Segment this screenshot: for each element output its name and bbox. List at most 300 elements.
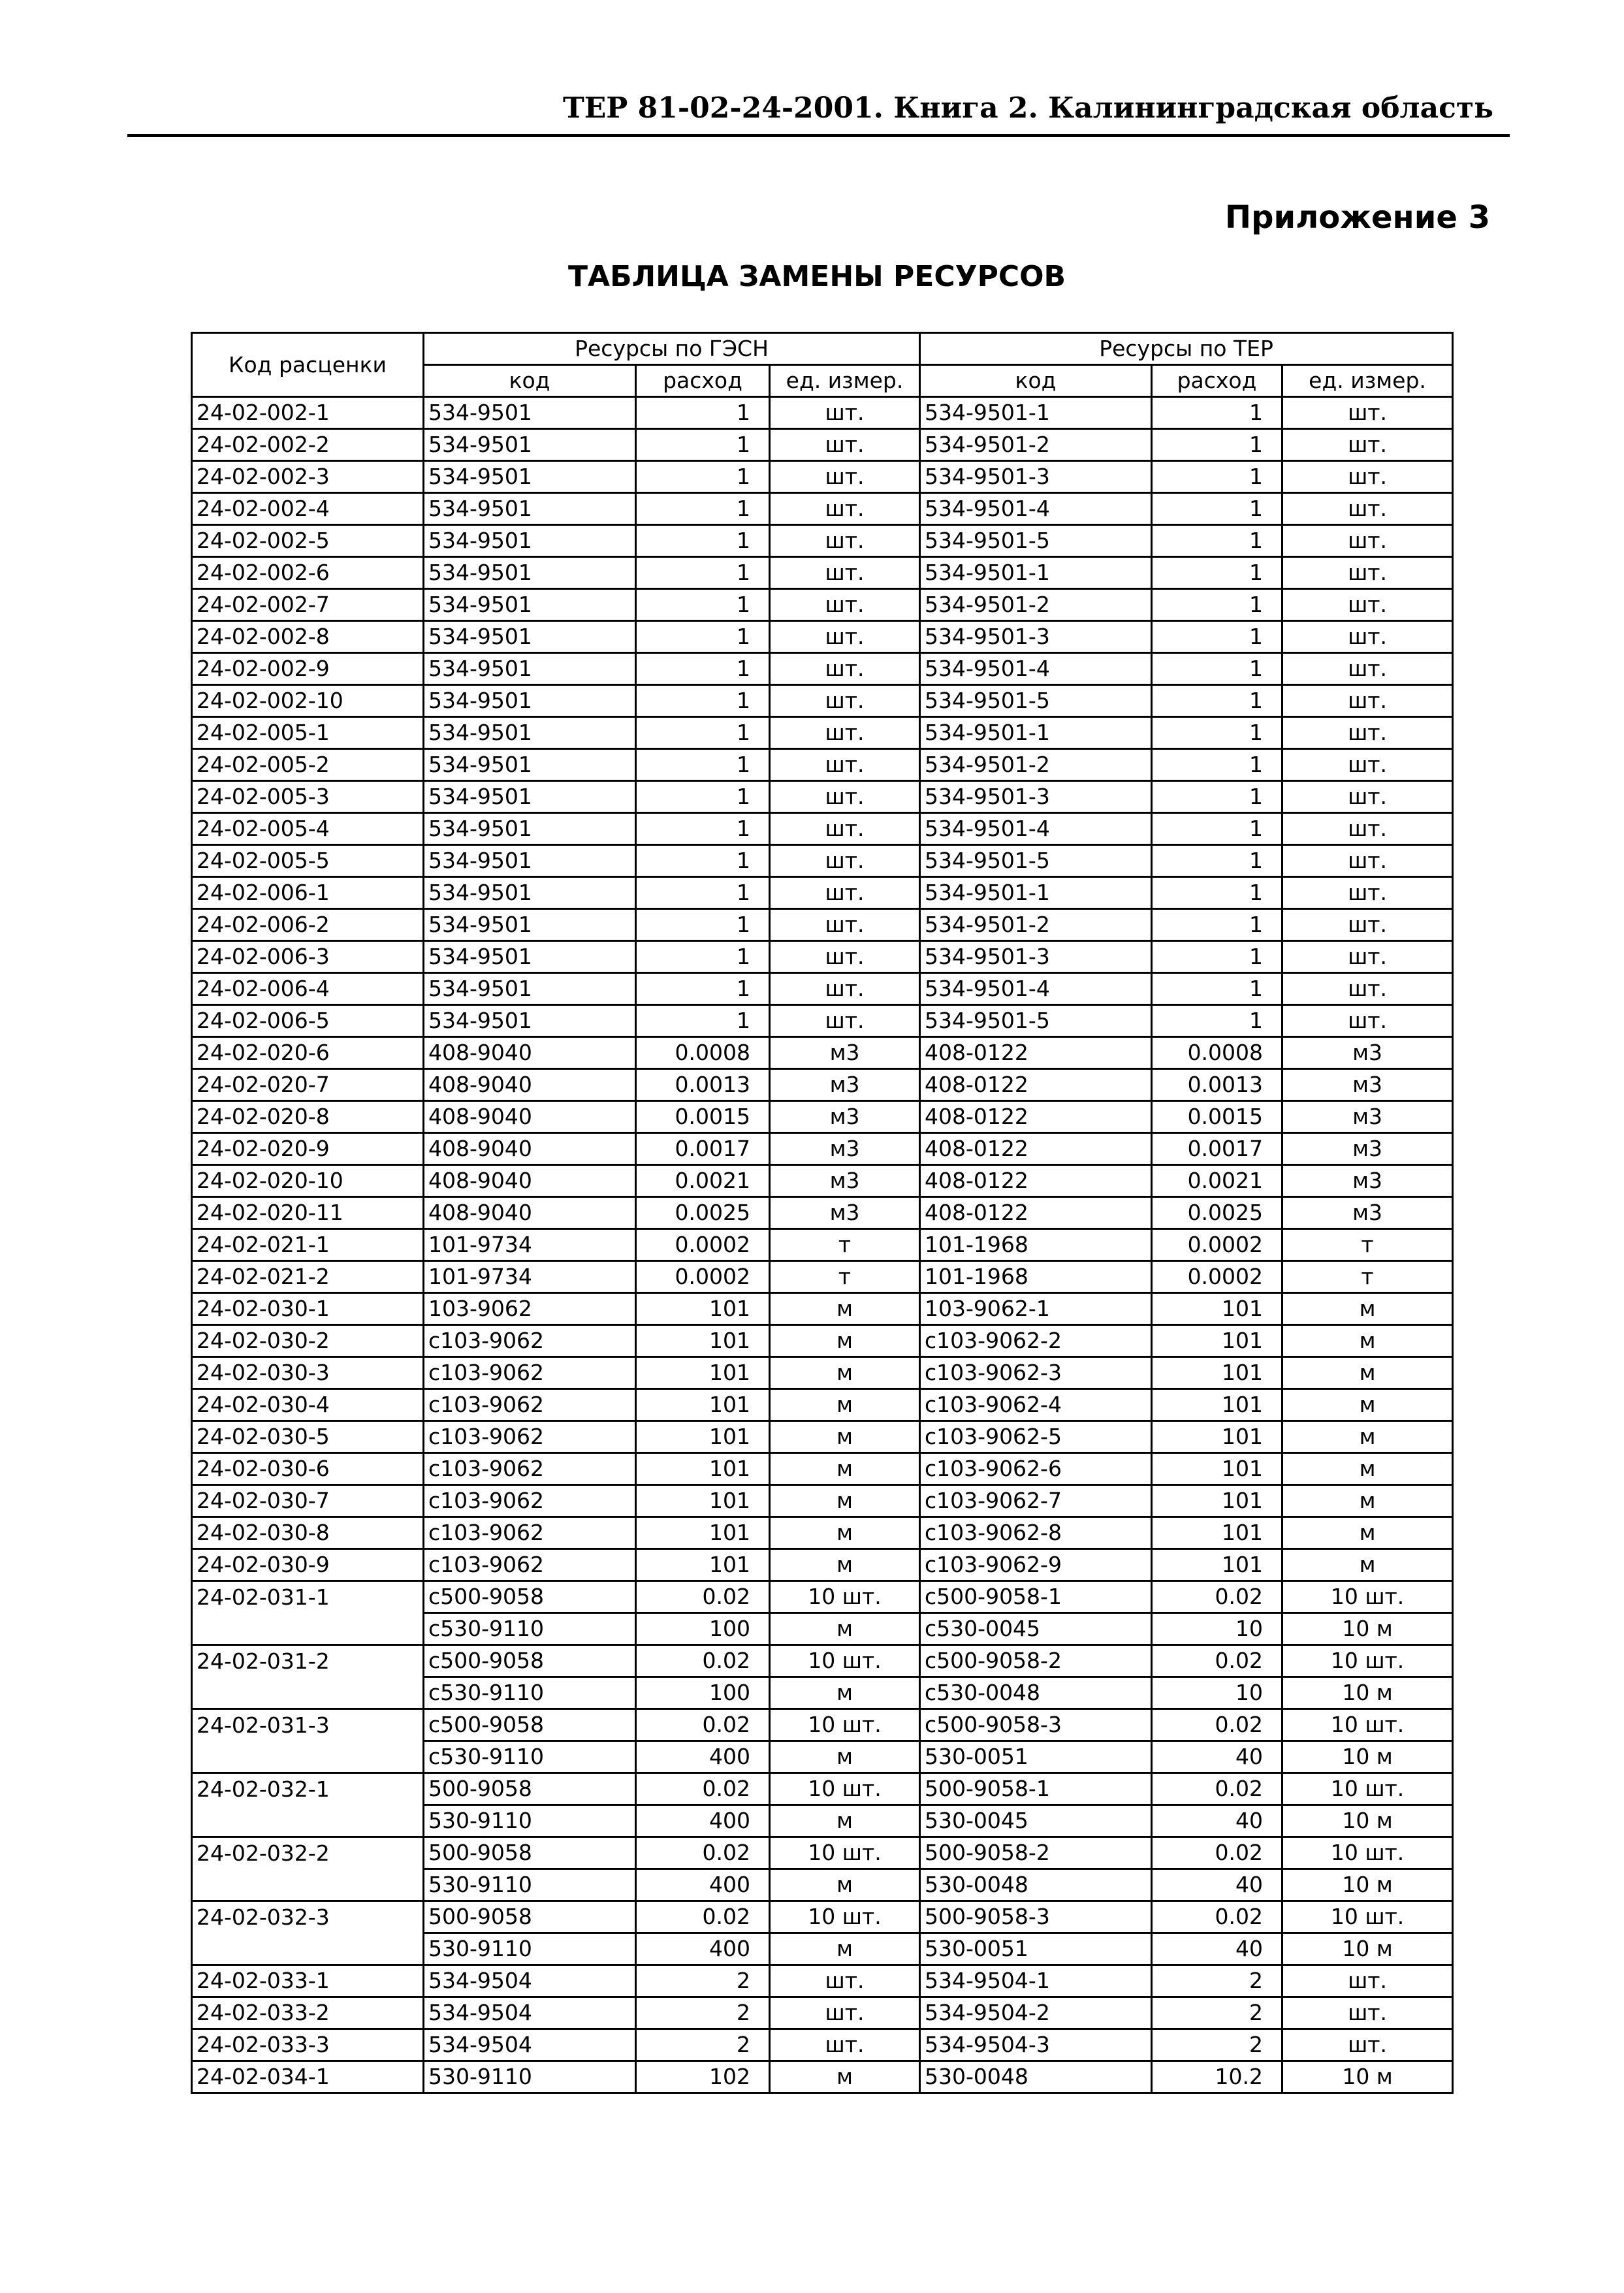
gesn-code-cell: с103-9062 <box>424 1453 636 1485</box>
gesn-unit-cell: шт. <box>770 781 920 813</box>
gesn-qty-header: расход <box>636 365 770 397</box>
gesn-code-cell: 534-9501 <box>424 941 636 973</box>
gesn-unit-cell: м <box>770 1933 920 1965</box>
ter-qty-cell: 2 <box>1152 2029 1282 2061</box>
gesn-qty-cell: 101 <box>636 1549 770 1581</box>
rate-code-cell: 24-02-031-2 <box>192 1645 424 1677</box>
ter-unit-cell: 10 м <box>1282 1805 1453 1837</box>
gesn-unit-cell: шт. <box>770 621 920 653</box>
ter-unit-cell: 10 м <box>1282 1933 1453 1965</box>
ter-code-cell: 408-0122 <box>920 1165 1152 1197</box>
ter-code-cell: 101-1968 <box>920 1229 1152 1261</box>
gesn-unit-cell: т <box>770 1261 920 1293</box>
gesn-code-cell: 534-9504 <box>424 2029 636 2061</box>
rate-code-cell: 24-02-002-6 <box>192 557 424 589</box>
table-row <box>192 461 1453 493</box>
ter-unit-cell: шт. <box>1282 621 1453 653</box>
ter-unit-cell: шт. <box>1282 2029 1453 2061</box>
gesn-code-cell: 534-9501 <box>424 877 636 909</box>
gesn-unit-cell: шт. <box>770 653 920 685</box>
gesn-qty-cell: 101 <box>636 1389 770 1421</box>
ter-qty-cell: 40 <box>1152 1741 1282 1773</box>
gesn-unit-cell: шт. <box>770 2029 920 2061</box>
ter-qty-cell: 1 <box>1152 941 1282 973</box>
rate-code-cell: 24-02-021-2 <box>192 1261 424 1293</box>
gesn-unit-cell: м <box>770 1421 920 1453</box>
ter-unit-cell: шт. <box>1282 589 1453 621</box>
ter-unit-cell: шт. <box>1282 429 1453 461</box>
gesn-unit-cell: 10 шт. <box>770 1709 920 1741</box>
resource-replacement-table <box>191 332 1454 2094</box>
ter-unit-cell: м <box>1282 1517 1453 1549</box>
gesn-qty-cell: 101 <box>636 1325 770 1357</box>
ter-unit-cell: т <box>1282 1261 1453 1293</box>
ter-qty-cell: 1 <box>1152 589 1282 621</box>
table-row <box>192 2029 1453 2061</box>
ter-qty-cell: 1 <box>1152 1005 1282 1037</box>
ter-code-cell: 534-9501-3 <box>920 621 1152 653</box>
ter-qty-cell: 0.0008 <box>1152 1037 1282 1069</box>
gesn-qty-cell: 0.0008 <box>636 1037 770 1069</box>
ter-qty-cell: 1 <box>1152 973 1282 1005</box>
rate-code-cell: 24-02-020-8 <box>192 1101 424 1133</box>
table-row <box>192 1549 1453 1581</box>
gesn-qty-cell: 1 <box>636 589 770 621</box>
table-row <box>192 877 1453 909</box>
gesn-code-cell: 534-9501 <box>424 781 636 813</box>
table-body <box>192 397 1453 2093</box>
ter-unit-cell: шт. <box>1282 653 1453 685</box>
ter-code-cell: 534-9501-4 <box>920 493 1152 525</box>
table-row <box>192 1805 1453 1837</box>
ter-unit-cell: шт. <box>1282 1005 1453 1037</box>
table-row <box>192 653 1453 685</box>
gesn-code-cell: 534-9501 <box>424 1005 636 1037</box>
rate-code-cell <box>192 1741 424 1773</box>
table-row <box>192 909 1453 941</box>
rate-code-cell: 24-02-005-5 <box>192 845 424 877</box>
rate-code-cell: 24-02-002-7 <box>192 589 424 621</box>
ter-code-cell: 101-1968 <box>920 1261 1152 1293</box>
gesn-unit-cell: м <box>770 1869 920 1901</box>
ter-qty-cell: 0.0013 <box>1152 1069 1282 1101</box>
ter-code-cell: с500-9058-3 <box>920 1709 1152 1741</box>
gesn-code-cell: с530-9110 <box>424 1677 636 1709</box>
table-row <box>192 1293 1453 1325</box>
table-row <box>192 1421 1453 1453</box>
ter-qty-cell: 10.2 <box>1152 2061 1282 2093</box>
table-row <box>192 1389 1453 1421</box>
gesn-unit-cell: м3 <box>770 1069 920 1101</box>
ter-unit-cell: шт. <box>1282 749 1453 781</box>
gesn-code-cell: 534-9501 <box>424 685 636 717</box>
gesn-unit-header: ед. измер. <box>770 365 920 397</box>
table-row <box>192 493 1453 525</box>
ter-unit-cell: шт. <box>1282 973 1453 1005</box>
rate-code-cell: 24-02-033-1 <box>192 1965 424 1997</box>
gesn-qty-cell: 102 <box>636 2061 770 2093</box>
gesn-code-cell: 534-9501 <box>424 429 636 461</box>
table-row <box>192 429 1453 461</box>
ter-unit-cell: шт. <box>1282 525 1453 557</box>
rate-code-cell: 24-02-030-3 <box>192 1357 424 1389</box>
ter-code-cell: 534-9501-1 <box>920 557 1152 589</box>
rate-code-cell <box>192 1613 424 1645</box>
gesn-unit-cell: 10 шт. <box>770 1901 920 1933</box>
col-rate-code-header: Код расценки <box>192 333 424 397</box>
ter-qty-cell: 0.02 <box>1152 1645 1282 1677</box>
ter-code-cell: 408-0122 <box>920 1069 1152 1101</box>
ter-code-cell: 500-9058-3 <box>920 1901 1152 1933</box>
gesn-qty-cell: 0.0002 <box>636 1229 770 1261</box>
ter-code-cell: 534-9501-5 <box>920 845 1152 877</box>
gesn-qty-cell: 1 <box>636 749 770 781</box>
ter-code-cell: 534-9501-5 <box>920 685 1152 717</box>
ter-qty-cell: 101 <box>1152 1453 1282 1485</box>
ter-unit-cell: 10 м <box>1282 1613 1453 1645</box>
gesn-qty-cell: 100 <box>636 1613 770 1645</box>
gesn-qty-cell: 101 <box>636 1293 770 1325</box>
rate-code-cell: 24-02-006-3 <box>192 941 424 973</box>
gesn-qty-cell: 0.0017 <box>636 1133 770 1165</box>
ter-code-cell: с530-0045 <box>920 1613 1152 1645</box>
ter-code-cell: 500-9058-2 <box>920 1837 1152 1869</box>
table-row <box>192 717 1453 749</box>
gesn-qty-cell: 1 <box>636 397 770 429</box>
ter-unit-cell: шт. <box>1282 685 1453 717</box>
table-row <box>192 1837 1453 1869</box>
ter-qty-cell: 1 <box>1152 429 1282 461</box>
ter-qty-cell: 1 <box>1152 685 1282 717</box>
rate-code-cell: 24-02-031-3 <box>192 1709 424 1741</box>
ter-code-cell: с103-9062-2 <box>920 1325 1152 1357</box>
gesn-unit-cell: шт. <box>770 525 920 557</box>
ter-unit-cell: м <box>1282 1453 1453 1485</box>
ter-unit-cell: шт. <box>1282 909 1453 941</box>
ter-unit-cell: шт. <box>1282 461 1453 493</box>
ter-unit-cell: шт. <box>1282 493 1453 525</box>
gesn-code-cell: 534-9501 <box>424 749 636 781</box>
gesn-unit-cell: м <box>770 1517 920 1549</box>
ter-qty-cell: 0.02 <box>1152 1709 1282 1741</box>
gesn-unit-cell: м <box>770 1549 920 1581</box>
gesn-qty-cell: 101 <box>636 1453 770 1485</box>
ter-unit-cell: шт. <box>1282 1997 1453 2029</box>
gesn-unit-cell: шт. <box>770 461 920 493</box>
gesn-qty-cell: 1 <box>636 781 770 813</box>
rate-code-cell: 24-02-002-1 <box>192 397 424 429</box>
ter-unit-cell: шт. <box>1282 557 1453 589</box>
gesn-qty-cell: 1 <box>636 493 770 525</box>
gesn-unit-cell: т <box>770 1229 920 1261</box>
gesn-code-cell: с103-9062 <box>424 1549 636 1581</box>
table-row <box>192 1645 1453 1677</box>
ter-unit-cell: м <box>1282 1293 1453 1325</box>
gesn-qty-cell: 101 <box>636 1485 770 1517</box>
table-row <box>192 525 1453 557</box>
ter-qty-cell: 0.02 <box>1152 1581 1282 1613</box>
gesn-code-cell: с103-9062 <box>424 1357 636 1389</box>
gesn-unit-cell: м <box>770 1389 920 1421</box>
gesn-unit-cell: м <box>770 1485 920 1517</box>
rate-code-cell: 24-02-002-8 <box>192 621 424 653</box>
table-row <box>192 973 1453 1005</box>
gesn-code-cell: 534-9501 <box>424 813 636 845</box>
ter-qty-cell: 1 <box>1152 909 1282 941</box>
gesn-code-cell: 534-9501 <box>424 397 636 429</box>
gesn-code-cell: 500-9058 <box>424 1901 636 1933</box>
rate-code-cell: 24-02-005-3 <box>192 781 424 813</box>
gesn-qty-cell: 101 <box>636 1357 770 1389</box>
ter-qty-cell: 0.0021 <box>1152 1165 1282 1197</box>
gesn-code-cell: с103-9062 <box>424 1517 636 1549</box>
ter-qty-cell: 101 <box>1152 1357 1282 1389</box>
rate-code-cell: 24-02-030-7 <box>192 1485 424 1517</box>
table-row <box>192 1165 1453 1197</box>
table-row <box>192 1037 1453 1069</box>
gesn-code-cell: 530-9110 <box>424 1869 636 1901</box>
rate-code-cell: 24-02-002-9 <box>192 653 424 685</box>
ter-code-cell: 534-9501-4 <box>920 653 1152 685</box>
gesn-unit-cell: шт. <box>770 973 920 1005</box>
gesn-code-cell: 534-9501 <box>424 493 636 525</box>
ter-code-cell: с103-9062-3 <box>920 1357 1152 1389</box>
table-row <box>192 1325 1453 1357</box>
ter-unit-cell: м3 <box>1282 1197 1453 1229</box>
ter-code-cell: 530-0048 <box>920 2061 1152 2093</box>
table-row <box>192 1581 1453 1613</box>
gesn-qty-cell: 0.0025 <box>636 1197 770 1229</box>
gesn-code-cell: 530-9110 <box>424 1933 636 1965</box>
ter-qty-cell: 1 <box>1152 461 1282 493</box>
table-row <box>192 941 1453 973</box>
gesn-qty-cell: 0.0021 <box>636 1165 770 1197</box>
gesn-qty-cell: 1 <box>636 877 770 909</box>
table-row <box>192 685 1453 717</box>
table-row <box>192 1101 1453 1133</box>
table-row <box>192 1677 1453 1709</box>
gesn-code-cell: 534-9504 <box>424 1997 636 2029</box>
ter-unit-cell: м <box>1282 1421 1453 1453</box>
ter-qty-cell: 1 <box>1152 653 1282 685</box>
ter-unit-cell: шт. <box>1282 845 1453 877</box>
gesn-code-cell: с103-9062 <box>424 1325 636 1357</box>
rate-code-cell: 24-02-030-9 <box>192 1549 424 1581</box>
gesn-code-cell: 101-9734 <box>424 1261 636 1293</box>
table-row <box>192 845 1453 877</box>
gesn-unit-cell: м <box>770 2061 920 2093</box>
ter-code-cell: 500-9058-1 <box>920 1773 1152 1805</box>
gesn-code-cell: 101-9734 <box>424 1229 636 1261</box>
document-header: ТЕР 81-02-24-2001. Книга 2. Калининградская область <box>562 91 1493 125</box>
gesn-code-cell: 534-9504 <box>424 1965 636 1997</box>
ter-unit-cell: м3 <box>1282 1069 1453 1101</box>
ter-code-cell: с103-9062-8 <box>920 1517 1152 1549</box>
rate-code-cell: 24-02-030-1 <box>192 1293 424 1325</box>
ter-unit-cell: шт. <box>1282 1965 1453 1997</box>
gesn-unit-cell: шт. <box>770 1997 920 2029</box>
ter-qty-cell: 0.0017 <box>1152 1133 1282 1165</box>
gesn-qty-cell: 1 <box>636 621 770 653</box>
ter-unit-cell: 10 м <box>1282 2061 1453 2093</box>
gesn-qty-cell: 400 <box>636 1869 770 1901</box>
ter-code-cell: 408-0122 <box>920 1037 1152 1069</box>
ter-qty-cell: 1 <box>1152 397 1282 429</box>
ter-unit-cell: шт. <box>1282 877 1453 909</box>
table-row <box>192 1901 1453 1933</box>
gesn-code-cell: 408-9040 <box>424 1069 636 1101</box>
table-row <box>192 589 1453 621</box>
gesn-unit-cell: м <box>770 1325 920 1357</box>
ter-code-cell: 534-9501-3 <box>920 941 1152 973</box>
gesn-unit-cell: м3 <box>770 1101 920 1133</box>
gesn-qty-cell: 100 <box>636 1677 770 1709</box>
rate-code-cell: 24-02-030-6 <box>192 1453 424 1485</box>
ter-qty-header: расход <box>1152 365 1282 397</box>
ter-unit-cell: т <box>1282 1229 1453 1261</box>
rate-code-cell: 24-02-032-3 <box>192 1901 424 1933</box>
ter-qty-cell: 40 <box>1152 1933 1282 1965</box>
ter-qty-cell: 1 <box>1152 717 1282 749</box>
gesn-code-cell: с500-9058 <box>424 1645 636 1677</box>
ter-qty-cell: 101 <box>1152 1485 1282 1517</box>
rate-code-cell: 24-02-002-2 <box>192 429 424 461</box>
ter-qty-cell: 1 <box>1152 621 1282 653</box>
gesn-unit-cell: м <box>770 1677 920 1709</box>
ter-qty-cell: 40 <box>1152 1869 1282 1901</box>
gesn-unit-cell: 10 шт. <box>770 1581 920 1613</box>
rate-code-cell: 24-02-030-2 <box>192 1325 424 1357</box>
ter-code-cell: 534-9501-1 <box>920 877 1152 909</box>
ter-qty-cell: 2 <box>1152 1997 1282 2029</box>
ter-code-cell: 530-0048 <box>920 1869 1152 1901</box>
ter-code-cell: 534-9504-2 <box>920 1997 1152 2029</box>
rate-code-cell: 24-02-006-2 <box>192 909 424 941</box>
ter-qty-cell: 101 <box>1152 1549 1282 1581</box>
gesn-unit-cell: шт. <box>770 749 920 781</box>
gesn-qty-cell: 0.02 <box>636 1901 770 1933</box>
gesn-unit-cell: шт. <box>770 589 920 621</box>
gesn-unit-cell: м3 <box>770 1197 920 1229</box>
table-row <box>192 1773 1453 1805</box>
gesn-unit-cell: шт. <box>770 493 920 525</box>
rate-code-cell: 24-02-032-2 <box>192 1837 424 1869</box>
gesn-qty-cell: 1 <box>636 973 770 1005</box>
gesn-code-cell: 534-9501 <box>424 589 636 621</box>
gesn-unit-cell: шт. <box>770 685 920 717</box>
ter-unit-cell: м3 <box>1282 1165 1453 1197</box>
gesn-code-cell: 534-9501 <box>424 461 636 493</box>
gesn-code-cell: 408-9040 <box>424 1165 636 1197</box>
ter-unit-cell: м <box>1282 1357 1453 1389</box>
gesn-code-cell: 534-9501 <box>424 973 636 1005</box>
ter-unit-cell: м <box>1282 1549 1453 1581</box>
rate-code-cell: 24-02-020-9 <box>192 1133 424 1165</box>
ter-qty-cell: 0.02 <box>1152 1773 1282 1805</box>
rate-code-cell: 24-02-020-7 <box>192 1069 424 1101</box>
rate-code-cell: 24-02-006-4 <box>192 973 424 1005</box>
gesn-unit-cell: м <box>770 1805 920 1837</box>
gesn-code-cell: с500-9058 <box>424 1709 636 1741</box>
ter-unit-cell: 10 м <box>1282 1741 1453 1773</box>
table-row <box>192 1517 1453 1549</box>
ter-code-cell: 534-9501-1 <box>920 717 1152 749</box>
ter-unit-cell: шт. <box>1282 941 1453 973</box>
rate-code-cell: 24-02-034-1 <box>192 2061 424 2093</box>
gesn-unit-cell: м <box>770 1357 920 1389</box>
ter-qty-cell: 101 <box>1152 1517 1282 1549</box>
rate-code-cell: 24-02-006-1 <box>192 877 424 909</box>
rate-code-cell <box>192 1677 424 1709</box>
ter-unit-cell: шт. <box>1282 781 1453 813</box>
ter-code-cell: 534-9504-3 <box>920 2029 1152 2061</box>
ter-unit-cell: м3 <box>1282 1101 1453 1133</box>
ter-unit-cell: м <box>1282 1389 1453 1421</box>
gesn-code-header: код <box>424 365 636 397</box>
gesn-code-cell: 530-9110 <box>424 2061 636 2093</box>
rate-code-cell: 24-02-005-4 <box>192 813 424 845</box>
gesn-code-cell: с500-9058 <box>424 1581 636 1613</box>
table-row <box>192 397 1453 429</box>
ter-unit-cell: шт. <box>1282 397 1453 429</box>
ter-qty-cell: 1 <box>1152 749 1282 781</box>
ter-unit-cell: шт. <box>1282 717 1453 749</box>
gesn-code-cell: с103-9062 <box>424 1389 636 1421</box>
gesn-code-cell: 534-9501 <box>424 557 636 589</box>
ter-qty-cell: 0.0015 <box>1152 1101 1282 1133</box>
gesn-qty-cell: 1 <box>636 653 770 685</box>
ter-code-cell: 534-9501-5 <box>920 525 1152 557</box>
gesn-qty-cell: 1 <box>636 429 770 461</box>
ter-qty-cell: 1 <box>1152 845 1282 877</box>
gesn-unit-cell: шт. <box>770 557 920 589</box>
rate-code-cell: 24-02-021-1 <box>192 1229 424 1261</box>
ter-qty-cell: 40 <box>1152 1805 1282 1837</box>
ter-unit-cell: 10 м <box>1282 1677 1453 1709</box>
ter-unit-cell: 10 шт. <box>1282 1709 1453 1741</box>
gesn-code-cell: 534-9501 <box>424 525 636 557</box>
ter-code-cell: с103-9062-7 <box>920 1485 1152 1517</box>
ter-code-cell: 534-9504-1 <box>920 1965 1152 1997</box>
ter-unit-cell: шт. <box>1282 813 1453 845</box>
gesn-qty-cell: 2 <box>636 2029 770 2061</box>
ter-qty-cell: 1 <box>1152 877 1282 909</box>
appendix-label: Приложение 3 <box>1224 199 1490 236</box>
table-row <box>192 1933 1453 1965</box>
gesn-qty-cell: 1 <box>636 941 770 973</box>
gesn-unit-cell: 10 шт. <box>770 1645 920 1677</box>
gesn-unit-cell: 10 шт. <box>770 1773 920 1805</box>
ter-code-cell: 534-9501-2 <box>920 589 1152 621</box>
gesn-unit-cell: шт. <box>770 845 920 877</box>
rate-code-cell: 24-02-005-2 <box>192 749 424 781</box>
rate-code-cell: 24-02-030-4 <box>192 1389 424 1421</box>
ter-qty-cell: 0.02 <box>1152 1837 1282 1869</box>
gesn-unit-cell: шт. <box>770 1965 920 1997</box>
gesn-qty-cell: 1 <box>636 717 770 749</box>
ter-unit-cell: 10 шт. <box>1282 1901 1453 1933</box>
table-row <box>192 1229 1453 1261</box>
ter-qty-cell: 101 <box>1152 1421 1282 1453</box>
gesn-unit-cell: м3 <box>770 1133 920 1165</box>
rate-code-cell: 24-02-002-4 <box>192 493 424 525</box>
gesn-qty-cell: 1 <box>636 461 770 493</box>
table-row <box>192 1869 1453 1901</box>
ter-unit-cell: м3 <box>1282 1133 1453 1165</box>
rate-code-cell: 24-02-032-1 <box>192 1773 424 1805</box>
ter-code-cell: с500-9058-1 <box>920 1581 1152 1613</box>
ter-code-cell: 534-9501-4 <box>920 813 1152 845</box>
